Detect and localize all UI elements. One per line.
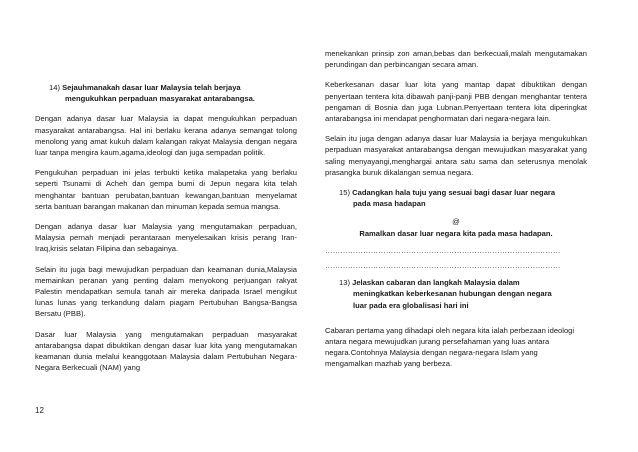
question-number: 14) <box>49 83 60 92</box>
paragraph: Pengukuhan perpaduan ini jelas terbukti ketika malapetaka yang berlaku seperti Tsunami di Acheh dan gempa bumi di Jepun negara kita telah menghantar bantuan perubatan,bantuan kewangan,bantuan menyelamat serta bantuan barangan makanan dan minuman kepada semua mangsa. <box>35 168 297 211</box>
left-column <box>35 82 297 382</box>
question-text: Jelaskan cabaran dan langkah Malaysia dalam <box>352 278 520 288</box>
answer-line: ………………………………………………………………………………… <box>325 245 561 255</box>
answer-line: ………………………………………………………………………………… <box>325 261 561 271</box>
question-number: 15) <box>339 188 350 198</box>
question-13 <box>325 277 587 311</box>
paragraph: Selain itu juga dengan adanya dasar luar Malaysia ia berjaya mengukuhkan perpaduan masyarakat antarabangsa dengan mewujudkan masyarakat yang saling menyayangi,menghargai antara satu sama dan seterusnya menolak prasangka buruk dikalangan semua negara. <box>325 134 587 177</box>
question-text-continued: pada masa hadapan <box>353 199 426 209</box>
or-symbol: @ <box>452 217 460 227</box>
question-text-continued: mengukuhkan perpaduan masyarakat antarabangsa. <box>65 94 255 104</box>
page-number: 12 <box>35 406 44 415</box>
paragraph: Dasar luar Malaysia yang mengutamakan perpaduan masyarakat antarabangsa dapat dibuktikan dengan dasar luar kita yang mengutamakan keamanan dunia melalui keanggotaan Malaysia dalam Pertubuhan Negara-Negara Berkecuali (NAM) yang <box>35 329 297 373</box>
question-text-continued: meningkatkan keberkesanan hubungan dengan negara <box>353 289 552 299</box>
paragraph: Cabaran pertama yang dihadapi oleh negara kita ialah perbezaan ideologi antara negara mewujudkan jurang persefahaman yang luas antara negara.Contohnya Malaysia dengan negara-negara Islam yang mengamalkan mazhab yang berbeza. <box>325 325 575 369</box>
question-text: Sejauhmanakah dasar luar Malaysia telah berjaya <box>62 83 241 92</box>
question-text-continued: luar pada era globalisasi hari ini <box>353 300 469 310</box>
paragraph: menekankan prinsip zon aman,bebas dan berkecuali,malah mengutamakan perundingan dan perbincangan secara aman. <box>325 49 587 70</box>
question-number: 13) <box>339 278 350 288</box>
paragraph: Keberkesanan dasar luar kita yang mantap dapat dibuktikan dengan penyertaan tentera kita dibawah panji-panji PBB dengan menghantar tentera pengaman di Bosnia dan juga Lubnan.Penyertaan tentera kita diperingkat antarabangsa ini mendapat penghormatan dari negara-negara lain. <box>325 80 587 124</box>
paragraph: Dengan adanya dasar luar Malaysia ia dapat mengukuhkan perpaduan masyarakat antarabangsa. Hal ini berlaku kerana adanya semangat tolong menolong yang amat kukuh dalam kalangan rakyat Malaysia dengan negara luar tanpa mengira kaum,agama,ideologi dan juga sempadan politik. <box>35 114 297 158</box>
right-column <box>325 48 587 379</box>
question-15 <box>325 187 587 209</box>
question-14 <box>35 82 297 104</box>
paragraph: Dengan adanya dasar luar Malaysia yang mengutamakan perpaduan, Malaysia pernah menjadi perantaraan menyelesaikan krisis perang Iran-Iraq,krisis selatan Filipina dan sebagainya. <box>35 222 297 254</box>
question-alternative: Ramalkan dasar luar negara kita pada masa hadapan. <box>359 228 553 238</box>
question-text: Cadangkan hala tuju yang sesuai bagi dasar luar negara <box>352 188 556 198</box>
paragraph: Selain itu juga bagi mewujudkan perpaduan dan keamanan dunia,Malaysia memainkan peranan yang penting dalam menyokong perjuangan rakyat Palestin mendapatkan semula tanah air mereka daripada Israel mengikut lunas lunas yang terkandung dalam piagam Pertubuhan Bangsa-Bangsa Bersatu (PBB). <box>35 264 297 319</box>
